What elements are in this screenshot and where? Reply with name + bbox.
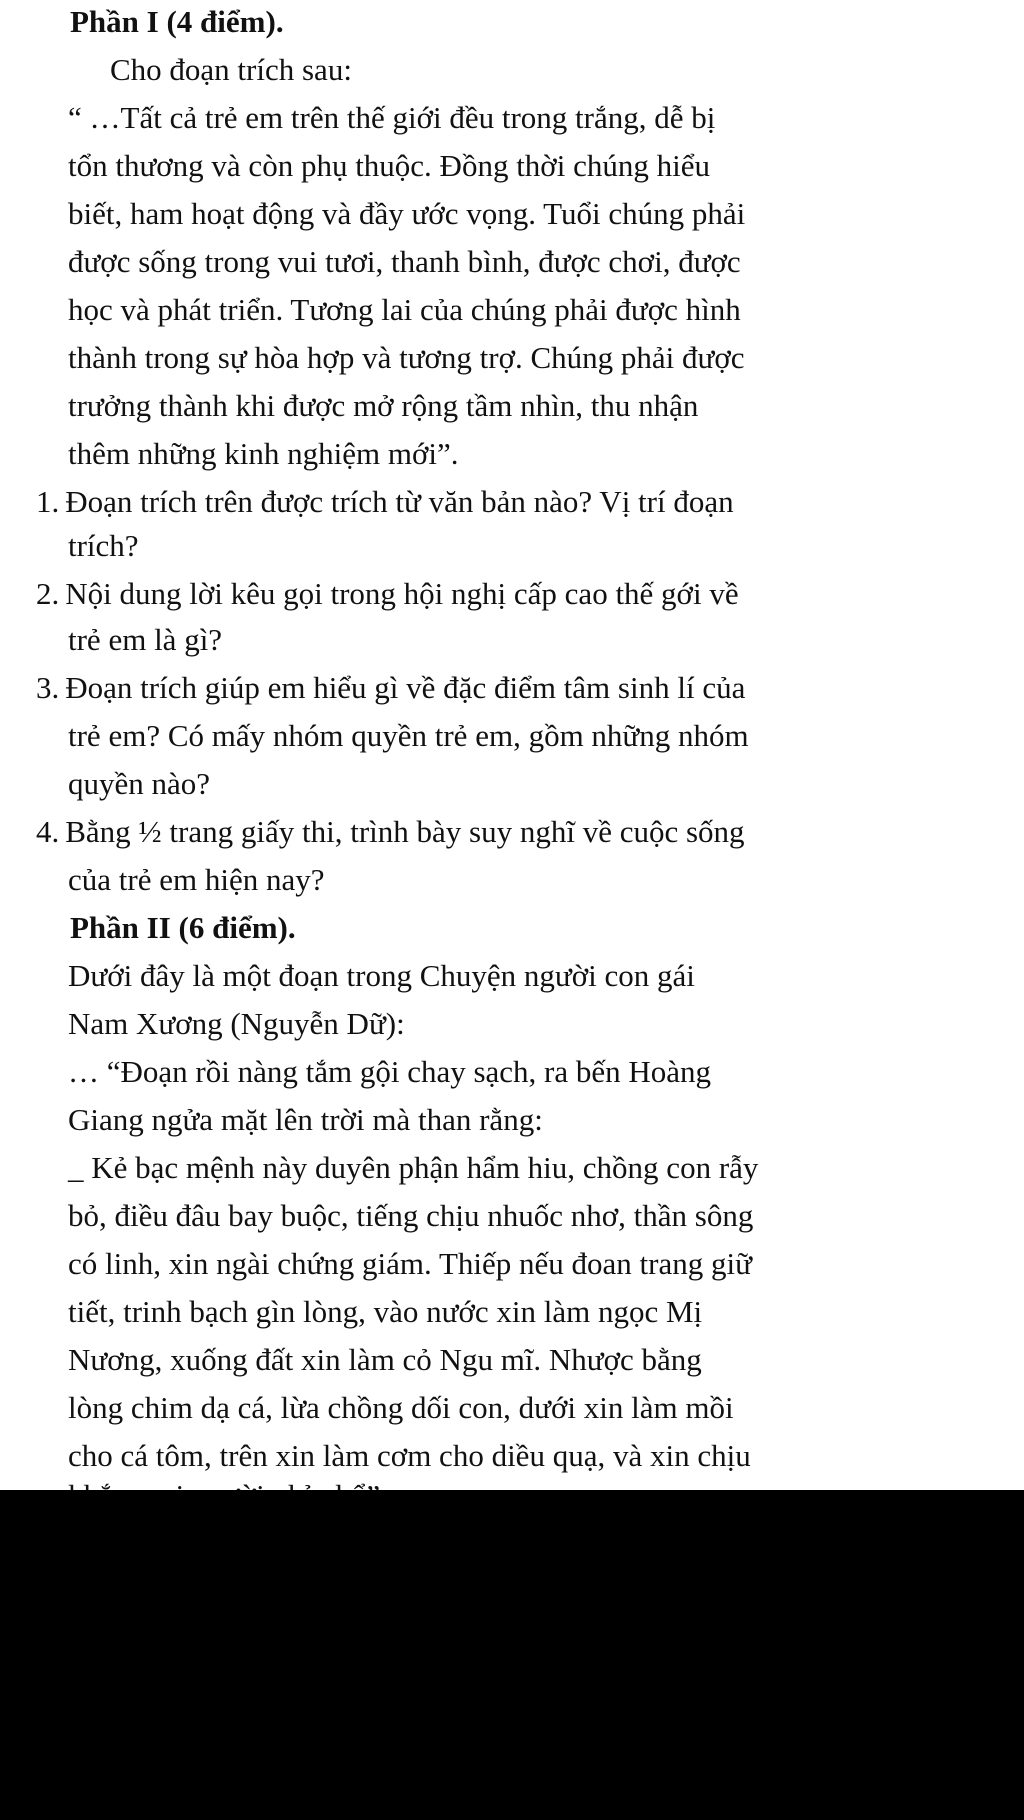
black-bottom-area <box>0 1490 1024 1820</box>
part2-line: bỏ, điều đâu bay buộc, tiếng chịu nhuốc nhơ, thần sông <box>68 1198 754 1233</box>
question-3-cont: trẻ em? Có mấy nhóm quyền trẻ em, gồm những nhóm <box>68 718 749 753</box>
part2-line: _ Kẻ bạc mệnh này duyên phận hẩm hiu, chồng con rẫy <box>68 1150 759 1185</box>
question-4 <box>36 812 745 852</box>
excerpt-line: học và phát triển. Tương lai của chúng phải được hình <box>68 292 741 327</box>
part2-line: có linh, xin ngài chứng giám. Thiếp nếu đoan trang giữ <box>68 1246 752 1281</box>
question-3 <box>36 668 745 708</box>
question-2 <box>36 574 739 614</box>
question-4-cont: của trẻ em hiện nay? <box>68 862 325 897</box>
part2-heading: Phần II (6 điểm). <box>70 910 296 945</box>
excerpt-line: được sống trong vui tươi, thanh bình, được chơi, được <box>68 244 741 279</box>
question-1 <box>36 482 734 522</box>
excerpt-line: tổn thương và còn phụ thuộc. Đồng thời chúng hiểu <box>68 148 710 183</box>
part2-line: Giang ngửa mặt lên trời mà than rằng: <box>68 1102 543 1137</box>
question-2-cont: trẻ em là gì? <box>68 622 223 657</box>
question-number: 3. <box>36 670 60 705</box>
part2-line: Nương, xuống đất xin làm cỏ Ngu mĩ. Nhược bằng <box>68 1342 702 1377</box>
excerpt-line: biết, ham hoạt động và đầy ước vọng. Tuổi chúng phải <box>68 196 746 231</box>
question-text: Đoạn trích trên được trích từ văn bản nào? Vị trí đoạn <box>65 484 734 519</box>
question-text: Nội dung lời kêu gọi trong hội nghị cấp cao thế gới về <box>65 576 739 611</box>
part2-line: tiết, trinh bạch gìn lòng, vào nước xin làm ngọc Mị <box>68 1294 703 1329</box>
excerpt-line: thành trong sự hòa hợp và tương trợ. Chúng phải được <box>68 340 745 375</box>
question-text: Đoạn trích giúp em hiểu gì về đặc điểm tâm sinh lí của <box>65 670 746 705</box>
excerpt-line: “ …Tất cả trẻ em trên thế giới đều trong trắng, dễ bị <box>68 100 716 135</box>
question-number: 4. <box>36 814 60 849</box>
part1-intro: Cho đoạn trích sau: <box>110 52 352 87</box>
question-3-cont: quyền nào? <box>68 766 211 801</box>
part2-line: … “Đoạn rồi nàng tắm gội chay sạch, ra bến Hoàng <box>68 1054 712 1089</box>
part2-line: Dưới đây là một đoạn trong Chuyện người con gái <box>68 958 695 993</box>
question-1-cont: trích? <box>68 528 139 563</box>
excerpt-line: trưởng thành khi được mở rộng tầm nhìn, thu nhận <box>68 388 699 423</box>
part2-line: Nam Xương (Nguyễn Dữ): <box>68 1006 405 1041</box>
question-number: 1. <box>36 484 60 519</box>
part2-line: cho cá tôm, trên xin làm cơm cho diều quạ, và xin chịu <box>68 1438 751 1473</box>
question-text: Bằng ½ trang giấy thi, trình bày suy nghĩ về cuộc sống <box>65 814 745 849</box>
question-number: 2. <box>36 576 60 611</box>
part1-heading: Phần I (4 điểm). <box>70 4 284 39</box>
excerpt-line: thêm những kinh nghiệm mới”. <box>68 436 459 471</box>
part2-line: lòng chim dạ cá, lừa chồng dối con, dưới xin làm mồi <box>68 1390 734 1425</box>
